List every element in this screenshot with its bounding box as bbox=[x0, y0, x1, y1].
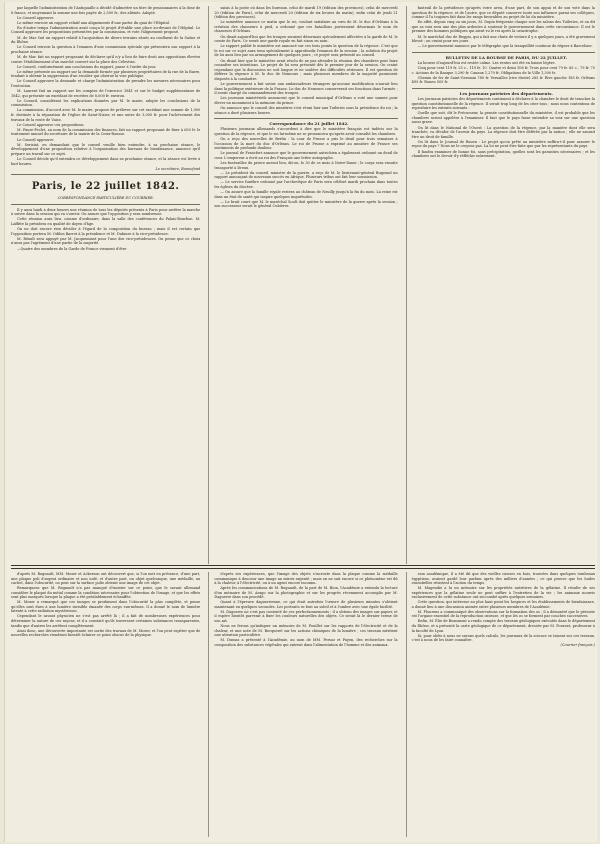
paragraph: Le Conseil approuve ces propositions. bbox=[17, 122, 85, 127]
paragraph: — Le gouvernement annonce par le télégraphe que la tranquillité continue de régner à Barcelone. bbox=[417, 44, 593, 49]
upper-columns bbox=[11, 6, 595, 564]
paragraph: d'après M. Regnault, MM. Moser et Ackerson ont découvert que, si l'on met en présence, d'une part, une plaque poli d'argent ordinaire et non iodé, et d'autre part, un objet quelconque, une médaille, un cachet, dans l'obscurité, on peut sur la surface polie obtenir une image de cet objet. bbox=[11, 572, 201, 586]
paragraph: Après les communications de M. Regnault, de la part de M. Bion, l'Académie a entendu la lecture d'un mémoire de M. Arago sur la photographie et sur les progrès récemment accomplis par M. Daguerre dans son procédé. bbox=[214, 586, 398, 600]
divider bbox=[11, 174, 200, 175]
paragraph: Nous ne ferons qu'indiquer un mémoire de M. Pouillet sur les rapports de l'électricité et de la chaleur, et une note de M. Becquerel sur les actions chimiques de la lumière ; ces travaux méritent une attention particulière. bbox=[214, 624, 398, 638]
paragraph: Le même renvoie un rapport relatif aux alignements d'une partie du quai de l'Hôpital. bbox=[17, 20, 170, 25]
paragraph: En d'autre temps l'administration avait conçu le projet d'établir une place au-devant de l'Hôpital. Le Conseil approuve les propositions présentées par la commission, et vote l'alignement proposé. bbox=[11, 25, 201, 35]
paragraph: Le Conseil approuve. bbox=[17, 15, 55, 20]
paragraph: M. Faure-Peclet, au nom de la commission des finances, fait un rapport proposant de fixer à 650 fr. le traitement annuel du secrétaire de la mairie de la Croix-Rousse. bbox=[11, 127, 201, 137]
signature: Le secrétaire, Bonnefond bbox=[155, 166, 201, 171]
paragraph: Les journaux patriotes des départements continuent à déclarer à la chambre le droit de trancher la question constitutionnelle de la régence. Il serait trop long de les citer tous ; nous nous contentons de reproduire les extraits suivants : bbox=[411, 97, 595, 111]
paragraph: Les journaux ministériels annoncent que le conseil municipal d'Orléans a voté une somme pour élever un monument à la mémoire du prince. bbox=[214, 96, 398, 105]
paragraph: Chemin de fer de Saint-Germain 780 fr. Versailles (rive droite) 285 fr. Rive gauche 185 fr. Orléans 495 fr. Rouen 505 fr. bbox=[411, 75, 595, 85]
divider bbox=[412, 52, 595, 53]
paragraph: M. Flourens a communiqué des observations sur la formation des os ; il a démontré que le périoste est l'organe essentiel de la reproduction osseuse, et que les os se forment par couches successives. bbox=[411, 609, 595, 619]
paragraph: On disait aujourd'hui que les troupes seraient désormais spécialement affectées à la garde de M. le comte de Paris. Ce serait une garde royale en fait sinon en nom. bbox=[214, 34, 398, 44]
paragraph: Quant à l'épreuve daguerrienne, ce qui était autrefois l'œuvre de plusieurs minutes s'obtient maintenant en quelques secondes. Les portraits se font au soleil et à l'ombre avec une égale facilité. bbox=[214, 600, 398, 609]
paragraph: Il y aura lundi à deux heures une réunion de tous les députés présents à Paris pour arrêter la marche à suivre dans la session qui va s'ouvrir. On assure que l'opposition y sera nombreuse. bbox=[11, 207, 201, 217]
paragraph: par laquelle l'administration de l'Antiquaille a décidé d'admettre un titre de pensionnaires à la dose de 8 francs, et moyennant la somme une fois payée de 2,500 fr., des aliénés. Adopté. bbox=[11, 6, 201, 15]
paragraph: Le Conseil décide qu'il entendra ce développement dans sa prochaine séance, et la séance est levée à huit heures. bbox=[11, 156, 201, 166]
paragraph: Cinq pour cent 119 fr. 25 c., 119 fr. 10. Quatre et demi 108 fr. Trois pour cent 79 fr. 85 c., 79 fr. 75 c. Actions de la Banque 3,290 fr. Canaux 1,270 fr. Obligations de la Ville 1,300 fr. bbox=[411, 66, 595, 75]
signature: (Courrier français.) bbox=[560, 643, 595, 648]
paragraph: Ainsi donc, une découverte importante est sortie des travaux de M. Moser, et l'on peut espérer que de nouvelles recherches viendront bientôt éclairer ce point obscur de la physique. bbox=[11, 628, 201, 638]
paragraph: M. le maréchal duc de Reggio, qui a fait une chute de voiture il y a quelques jours, a été gravement blessé ; on craint pour ses jours. bbox=[411, 34, 595, 44]
paragraph: On lit dans le National de l'Ouest : La question de la régence, par la manière dont elle sera tranchée, va décider de l'avenir du pays. La régence doit être déférée par la nation ; elle ne saurait être un droit de famille. bbox=[411, 125, 595, 139]
paragraph: Enfin, M. Élie de Beaumont a rendu compte des travaux géologiques exécutés dans le département du Rhône, et a présenté la carte géologique de ce département, dressée par M. Fournet, professeur à la faculté de Lyon. bbox=[411, 619, 595, 633]
paragraph: On annonce que le conseil des ministres s'est réuni hier aux Tuileries sous la présidence du roi ; la séance a duré plusieurs heures. bbox=[214, 105, 398, 115]
paragraph: Cette réunion aura lieu, comme d'ordinaire, dans la salle des conférences du Palais-Bourbon. M. Laffitte la présidera en qualité de doyen d'âge. bbox=[11, 217, 201, 227]
paragraph: fauteuil de la présidence qu'après votre aveu, d'une part, de son appui et de son vote dans la question de la régence, et de l'autre, que ce député conserve toute son influence parmi ses collègues, comme il l'a toujours fait dans les rangs favorables au projet de loi du ministère. bbox=[411, 6, 595, 20]
paragraph: M. Dumas a présenté à l'Académie, au nom de MM. Persoz et Payen, des recherches sur la composition des substances végétales qui entrent dans l'alimentation de l'homme et des animaux. bbox=[214, 638, 398, 647]
paragraph: d'après ses expériences, que l'image des objets s'incruste dans la plaque comme la médaille communique à douceur une image au miroir argenté ; mais on ne sait encore si ce phénomène est dû à la chaleur, à l'électricité, ou à un agent encore inconnu. bbox=[214, 572, 398, 586]
paragraph: —Quatre des membres de la Garde de France viennent d'être bbox=[17, 246, 127, 251]
paragraph: Le rapport publié le ministère est annoncé sur ces trois points la question de la régence. C'est que le roi sur ce sujet aura tenu spécialement à approfondir l'examen de la session ; la solution du projet de loi aura lieu par un arrangement de quelques jours ; ce projet sera présenté au conseil. bbox=[214, 44, 398, 58]
paragraph: Les funérailles du prince auront lieu, dit-on, le 30 de ce mois à Notre-Dame ; le corps sera ensuite transporté à Dreux. bbox=[214, 160, 398, 170]
paragraph: Le même présente un rapport sur la demande formée par plusieurs propriétaires de la rue de la Barre, tendant à obtenir la suppression d'un escalier qui obstrue la voie publique. bbox=[11, 69, 201, 79]
paragraph: M. de Mar. fait un rapport relatif à l'acquisition de divers terrains situés au confluent de la Saône et du Rhône. bbox=[11, 35, 201, 45]
paragraph: M. Magendie a lu un mémoire sur les propriétés nutritives de la gélatine. Il résulte de ses expériences que la gélatine seule ne peut suffire à l'entretien de la vie ; les animaux nourris exclusivement de cette substance ont succombé après quelques semaines. bbox=[411, 586, 595, 600]
paragraph: Il faudra examiner de bonne foi, sans précipitation, quelles sont les garanties nécessaires ; et les chambres ont le devoir d'y réfléchir mûrement. bbox=[411, 149, 595, 159]
paragraph: On ne doit encore rien décider à l'égard de la composition du bureau ; mais il est certain que l'opposition portera M. Odilon Barrot à la présidence et M. Dufaure à la vice-présidence. bbox=[11, 227, 201, 236]
paragraph: M. Réault sera appuyé par M. Jacqueminot pour l'une des vice-présidences. On pense que ce choix n'aura pas l'agrément d'une partie de la majorité. bbox=[11, 236, 201, 246]
paragraph: Le Conseil, considérant les explications données par M. le maire, adopte les conclusions de la commission. bbox=[11, 98, 201, 108]
paragraph: Cette question, qui intéresse au plus haut point les hospices et les établissements de bienfaisance, a donné lieu à une discussion animée entre plusieurs membres de l'Académie. bbox=[411, 600, 595, 609]
feuilleton-column-2 bbox=[208, 572, 397, 837]
section-divider bbox=[11, 568, 595, 569]
paragraph: M. Seriziat, en demandant que le conseil veuille bien entendre, à sa prochaine séance, le développement d'une proposition relative à l'organisation des bureaux de bienfaisance, annonce qu'il prépare un travail sur ce sujet. bbox=[11, 142, 201, 156]
section-divider bbox=[11, 565, 595, 566]
paragraph: On disait hier que le ministère avait résolu de ne pas attendre la réunion des chambres pour faire connaître ses intentions. Le projet de loi sera présenté dès le premier jour de la session. On craint cependant que la discussion ne soit longue et ne soulève des difficultés sérieuses. Il est question de déférer la régence à M. le duc de Nemours ; mais plusieurs membres de la majorité paraissent disposés à la combattre. bbox=[214, 58, 398, 81]
paragraph: Plusieurs journaux allemands s'accordent à dire que le ministère français est indécis sur la question de la régence, et que le roi lui-même ne se prononcera qu'après avoir consulté les chambres. bbox=[214, 127, 398, 136]
paragraph: En effet, depuis cinq ou six jours, M. Dupin fréquente chaque soir les salons des Tuileries, et on dit que sa voix sera une des plus ardentes à soutenir le gouvernement dans cette circonstance. Il est le premier des hommes politiques qui aient vu le roi après la catastrophe. bbox=[411, 20, 595, 34]
dateline: Paris, le 22 juillet 1842. bbox=[31, 181, 180, 193]
paragraph: La commission, d'accord avec M. le maire, propose de prélever sur cet excédant une somme de 1,000 fr. destinée à la réparation de l'église de Saint-Nizier, et une autre de 3,000 fr. pour l'achèvement des travaux de la route de Vaise. bbox=[11, 108, 201, 122]
paragraph: M. Laurent fait un rapport sur les comptes de l'exercice 1841 et sur le budget supplémentaire de 1842, qui présente un excédant de recettes de 8,000 fr. environ. bbox=[11, 89, 201, 98]
divider bbox=[11, 204, 200, 205]
paragraph: Cependant le savant physicien ne s'est pas arrêté là ; il a fait de nombreuses expériences pour déterminer la nature de ces rayons, et il a constaté qu'ils traversent certaines substances transparentes, tandis que d'autres les arrêtent complètement. bbox=[11, 614, 201, 628]
paragraph: — Le service funèbre ordonné par l'archevêque de Paris sera célébré mardi prochain dans toutes les églises du diocèse. bbox=[214, 180, 398, 189]
paragraph: — Le président du conseil, ministre de la guerre, a reçu de M. le lieutenant-général Bugeaud un rapport annonçant de nouveaux succès en Afrique. Plusieurs tribus ont fait leur soumission. bbox=[214, 170, 398, 180]
paragraph: M. Daguerre ne s'est pas contenté de ces perfectionnements ; il a obtenu des images sur papier, et il espère bientôt parvenir à fixer les couleurs naturelles des objets. Ce serait là le dernier terme de son art. bbox=[214, 609, 398, 623]
divider bbox=[412, 88, 595, 89]
column-3 bbox=[406, 6, 595, 564]
section-label: Les journaux patriotes des départements. bbox=[459, 90, 553, 96]
paragraph: Le gouvernement a fait savoir aux ambassadeurs étrangers qu'aucune modification n'aurait lieu dans la politique extérieure de la France. Le duc de Nemours conserverait ses fonctions dans l'armée ; il serait chargé du commandement des troupes. bbox=[214, 82, 398, 96]
column-1 bbox=[11, 6, 200, 564]
paragraph: Le journal de Francfort annonce que le gouvernement autrichien a également ordonné un deuil de cour. L'empereur a écrit au roi des Français une lettre autographe. bbox=[214, 151, 398, 160]
paragraph: — On assure que la famille royale restera au château de Neuilly jusqu'à la fin du mois. La reine est dans un état de santé qui inspire quelques inquiétudes. bbox=[214, 189, 398, 199]
feuilleton bbox=[11, 572, 595, 837]
paragraph: Le Conseil renvoie la question à l'examen d'une commission spéciale qui présentera son rapport à la prochaine séance. bbox=[11, 45, 201, 54]
newspaper-page bbox=[4, 2, 597, 842]
paragraph: On a reçu des nouvelles de Berlin : la cour de Prusse a pris le deuil pour trois semaines à l'occasion de la mort du duc d'Orléans. Le roi de Prusse a exprimé au ministre de France ses sentiments de profonde douleur. bbox=[214, 136, 398, 151]
paragraph: Le Conseil approuve la demande et charge l'administration de prendre les mesures nécessaires pour l'exécution. bbox=[11, 79, 201, 88]
section-label: CORRESPONDANCE PARTICULIÈRE DU COURRIER. bbox=[57, 196, 154, 201]
paragraph: Quelle que soit, dit le Précurseur, la pensée constitutionnelle du ministère, il est probable que les chambres seront appelées à l'examiner. Il faut que le pays fasse entendre sa voix sur une question aussi grave. bbox=[411, 111, 595, 125]
paragraph: — Le bruit court que M. le maréchal Soult doit quitter le ministère de la guerre après la session ; son successeur serait le général Cubières. bbox=[214, 199, 398, 209]
paragraph: Remarquons que M. Regnault n'a pas manqué d'insister sur ce point, que le savant allemand considère le plaqué du métal comme la condition nécessaire pour l'obtention de l'image, et que les effets sont plus marqués lorsque la plaque a été préalablement échauffée. bbox=[11, 586, 201, 600]
feuilleton-column-1 bbox=[11, 572, 200, 837]
paragraph: On lit dans le Journal de Rouen : Le projet qu'on prête au ministère suffira-t-il pour assurer le repos du pays ? Nous ne le croyons pas. La loi ne peut être faite que par les représentants du pays. bbox=[411, 139, 595, 149]
section-label: BULLETIN DE LA BOURSE DE PARIS, DU 22 JUILLET. bbox=[445, 54, 567, 60]
paragraph: Le Conseil approuve. bbox=[17, 137, 55, 142]
paragraph: Si, pour obéir à nous ne savons quels calculs, les journaux de la science se taisent sur ces travaux, c'est à nous de les faire connaître. bbox=[411, 633, 595, 643]
paragraph: La bourse d'aujourd'hui est restée calme. Les rentes ont été en baisse légère. bbox=[417, 60, 556, 65]
paragraph: M. Moser a remarqué que ces images se produisent dans l'obscurité la plus complète, et pense qu'elles sont dues à une lumière invisible émanée des corps eux-mêmes. Il a donné le nom de lumière latente à cette radiation mystérieuse. bbox=[11, 600, 201, 614]
paragraph: saisis à la poste où dans les bureaux, celui de mardi 19 (édition des provinces), celui de mercredi 20 (édition de Paris), celui de mercredi 20 (édition de six heures du matin), enfin celui de jeudi 21 (édition des provinces). bbox=[214, 6, 398, 20]
paragraph: M. de Mar. fait un rapport proposant de déclarer qu'il n'y a lieu de faire droit aux oppositions élevées contre l'établissement d'un marché couvert sur la place des Célestins. bbox=[11, 54, 201, 64]
feuilleton-column-3 bbox=[406, 572, 595, 837]
paragraph: Le ministère annonce ce matin que le roi, voulant satisfaire au vœu de M. le duc d'Orléans à la création des chasseurs à pied, a ordonné que ces bataillons porteraient désormais le nom de chasseurs d'Orléans. bbox=[214, 20, 398, 34]
divider bbox=[214, 118, 397, 119]
paragraph: Le Conseil, conformément aux conclusions du rapport, passe à l'ordre du jour. bbox=[17, 64, 157, 69]
column-2 bbox=[208, 6, 397, 564]
section-label: Correspondance du 21 juillet 1842. bbox=[269, 121, 349, 127]
paragraph: sion académique, il a été dit que des vieilles cuisses en bois, trouvées dans quelques tombeaux égyptiens, avaient gardé leur parfum après des milliers d'années ; ce qui prouve que les huiles essentielles résistent à l'action du temps. bbox=[411, 572, 595, 586]
